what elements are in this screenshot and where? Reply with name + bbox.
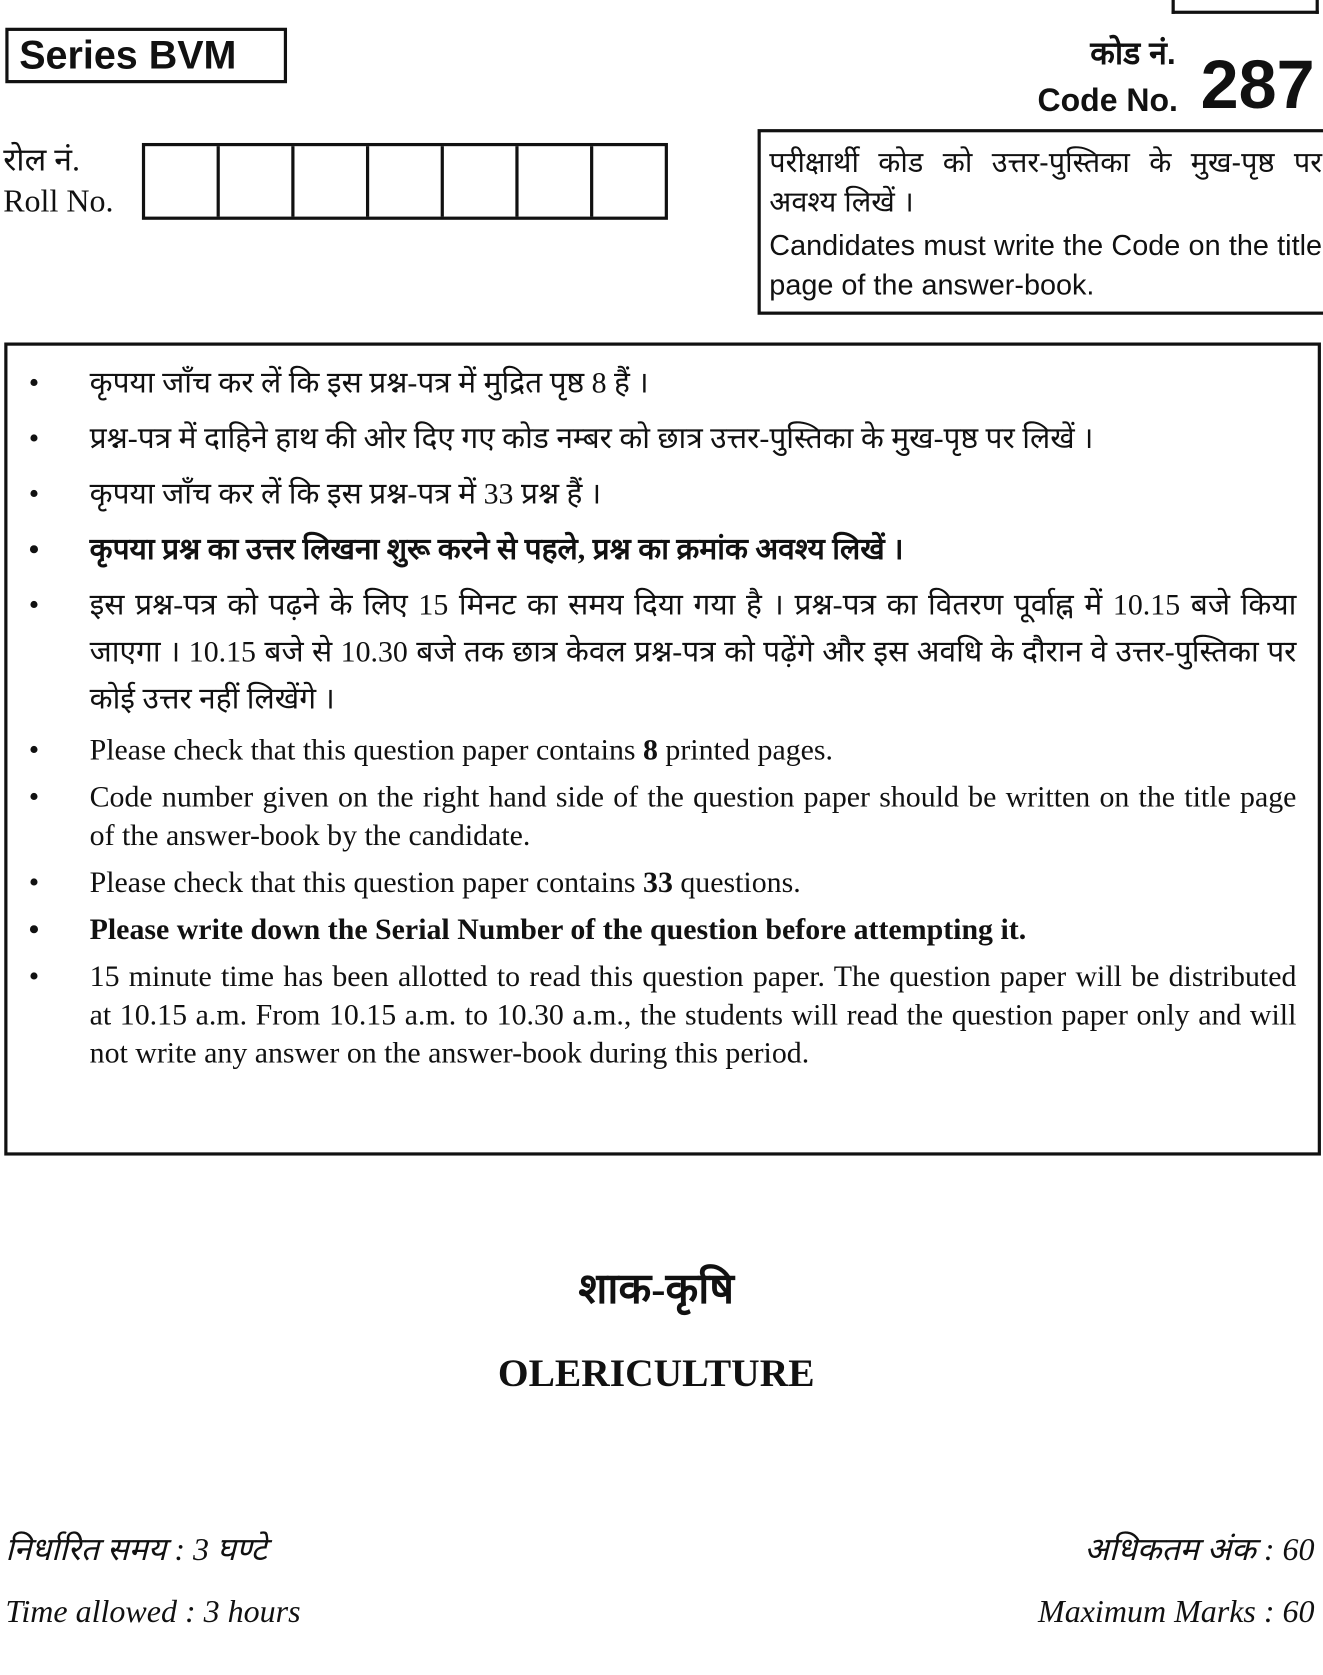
instruction-text: कृपया प्रश्न का उत्तर लिखना शुरू करने से पहले, प्रश्न का क्रमांक अवश्य लिखें । (89, 533, 904, 567)
roll-digit-box[interactable] (593, 146, 664, 216)
bullet: • (28, 533, 40, 567)
top-right-box (1172, 0, 1319, 14)
subject-title: OLERICULTURE (497, 1351, 815, 1396)
series-label: Series BVM (5, 28, 287, 83)
instruction-item (7, 583, 1296, 724)
instruction-item (7, 361, 1296, 408)
instruction-text: printed pages. (657, 734, 834, 768)
roll-digit-box[interactable] (220, 146, 295, 216)
bullet: • (28, 913, 40, 947)
instruction-item (7, 864, 1296, 902)
roll-number-boxes (142, 143, 668, 220)
roll-digit-box[interactable] (519, 146, 594, 216)
roll-digit-box[interactable] (145, 146, 220, 216)
question-count: 33 (643, 866, 673, 900)
bullet: • (28, 478, 40, 512)
instruction-item (7, 416, 1296, 463)
bullet: • (28, 367, 40, 401)
roll-label-hindi: रोल नं. (3, 142, 81, 179)
instruction-text: 15 minute time has been allotted to read this question paper. The question paper will be distributed at 10.15 a.m. From 10.15 a.m. to 10.30 a.m., the students will read the question paper only and will not write any answer on the answer-book during this period. (89, 960, 1297, 1071)
notice-hindi-2: अवश्य लिखें । (769, 185, 914, 218)
page-count: 8 (643, 734, 658, 768)
bullet: • (28, 734, 40, 768)
instruction-item (7, 958, 1296, 1073)
instruction-text: Code number given on the right hand side of the question paper should be written on the title page of the answer-book by the candidate. (89, 781, 1297, 853)
subject-title-hindi: शाक-कृषि (578, 1264, 734, 1313)
maximum-marks-hindi: अधिकतम अंक : 60 (1084, 1532, 1315, 1568)
code-label: Code No. (1037, 83, 1178, 119)
instruction-text: Please write down the Serial Number of the question before attempting it. (89, 913, 1027, 947)
instruction-text: Please check that this question paper contains (89, 866, 644, 900)
time-allowed-hindi: निर्धारित समय : 3 घण्टे (5, 1532, 267, 1568)
roll-label: Roll No. (3, 183, 114, 219)
code-number: 287 (1200, 45, 1315, 123)
instruction-item (7, 527, 1296, 574)
roll-digit-box[interactable] (369, 146, 444, 216)
code-label-hindi: कोड नं. (1090, 36, 1176, 72)
instruction-item (7, 472, 1296, 519)
notice-english: Candidates must write the Code on the title page of the answer-book. (769, 229, 1323, 301)
bullet: • (28, 588, 40, 623)
instruction-text: कृपया जाँच कर लें कि इस प्रश्न-पत्र में मुद्रित पृष्ठ 8 हैं । (89, 367, 649, 401)
bullet: • (28, 866, 40, 900)
instruction-text: प्रश्न-पत्र में दाहिने हाथ की ओर दिए गए कोड नम्बर को छात्र उत्तर-पुस्तिका के मुख-पृष्ठ पर लिखें । (89, 422, 1094, 456)
instruction-text: Please check that this question paper contains (89, 734, 644, 768)
bullet: • (28, 422, 40, 456)
roll-digit-box[interactable] (444, 146, 519, 216)
instruction-item (7, 732, 1296, 770)
instruction-text: कृपया जाँच कर लें कि इस प्रश्न-पत्र में 33 प्रश्न हैं । (89, 478, 602, 512)
instruction-text: इस प्रश्न-पत्र को पढ़ने के लिए 15 मिनट का समय दिया गया है । प्रश्न-पत्र का वितरण पूर्वाह्न में 10.15 बजे किया जाएगा । 10.15 बजे से 10.30 बजे तक छात्र केवल प्रश्न-पत्र को पढ़ेंगे और इस अवधि के दौरान वे उत्तर-पुस्तिका पर कोई उत्तर नहीं लिखेंगे । (89, 588, 1297, 716)
time-allowed: Time allowed : 3 hours (5, 1594, 301, 1630)
roll-digit-box[interactable] (294, 146, 369, 216)
instruction-item (7, 911, 1296, 949)
code-notice-box (758, 129, 1323, 315)
notice-hindi: परीक्षार्थी कोड को उत्तर-पुस्तिका के मुख-पृष्ठ पर (769, 146, 1323, 179)
maximum-marks: Maximum Marks : 60 (1038, 1594, 1315, 1630)
bullet: • (28, 960, 40, 994)
instruction-item (7, 779, 1296, 856)
instructions-box (4, 343, 1321, 1156)
instruction-text: questions. (672, 866, 801, 900)
bullet: • (28, 781, 40, 815)
